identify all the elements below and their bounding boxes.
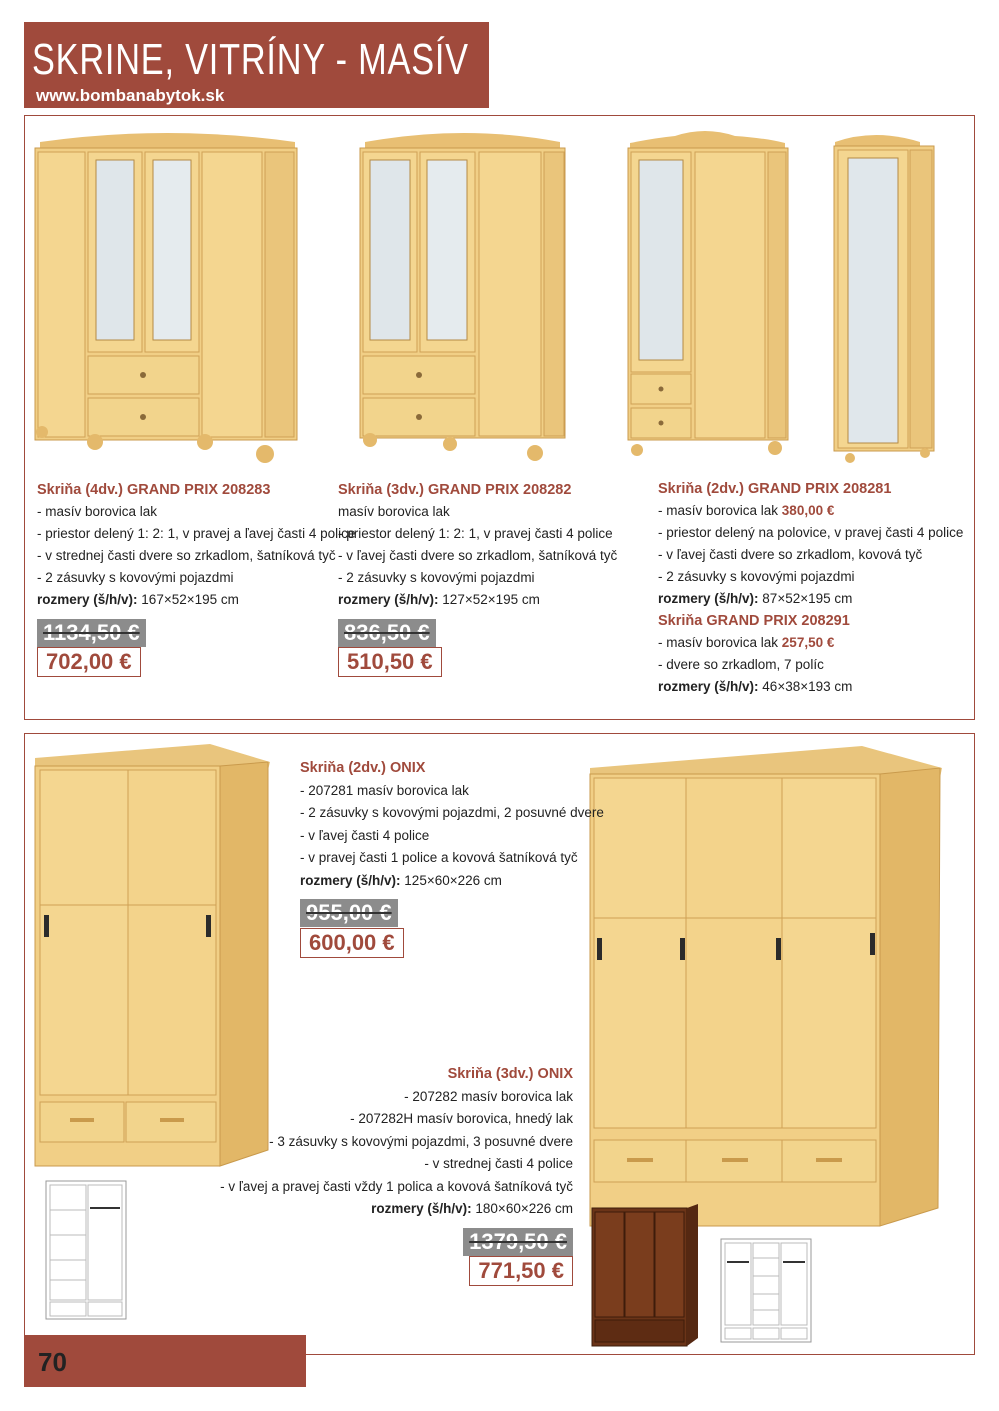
- old-price: 955,00 €: [300, 899, 398, 927]
- product-4dv-title: Skriňa (4dv.) GRAND PRIX 208283: [37, 482, 271, 498]
- onix-2dv-interior-diagram: [45, 1180, 127, 1320]
- product-3dv-dims: 127×52×195 cm: [442, 592, 540, 607]
- product-2dv-line: - 2 zásuvky s kovovými pojazdmi: [658, 569, 855, 584]
- website-url[interactable]: www.bombanabytok.sk: [36, 86, 225, 105]
- dims-label: rozmery (š/h/v):: [338, 592, 439, 607]
- dims-label: rozmery (š/h/v):: [300, 872, 401, 888]
- page-footer: [24, 1335, 306, 1387]
- new-price: 600,00 €: [300, 928, 404, 958]
- product-3dv-title: Skriňa (3dv.) GRAND PRIX 208282: [338, 482, 572, 498]
- product-onix-3dv-line: - v strednej časti 4 police: [424, 1156, 573, 1171]
- product-1dv-dims: 46×38×193 cm: [762, 679, 853, 694]
- product-4dv-line: - 2 zásuvky s kovovými pojazdmi: [37, 570, 234, 585]
- onix-3dv-interior-diagram: [720, 1238, 812, 1343]
- product-2dv-price: 380,00 €: [781, 503, 835, 518]
- product-1dv-title: Skriňa GRAND PRIX 208291: [658, 613, 850, 629]
- product-4dv-line: - priestor delený 1: 2: 1, v pravej a ľavej časti 4 police: [37, 526, 356, 541]
- product-onix-2dv-info: [300, 757, 604, 958]
- product-2dv-info: [658, 478, 963, 698]
- product-onix-3dv-dims: 180×60×226 cm: [475, 1201, 573, 1216]
- product-2dv-line: - priestor delený na polovice, v pravej časti 4 police: [658, 525, 964, 540]
- wardrobe-onix-3dv-image: [582, 738, 947, 1230]
- new-price: 702,00 €: [37, 647, 141, 677]
- page-number: 70: [38, 1347, 67, 1377]
- product-4dv-line: - v strednej časti dvere so zrkadlom, šatníková tyč: [37, 548, 336, 563]
- product-3dv-line: masív borovica lak: [338, 504, 450, 519]
- product-3dv-line: - v ľavej časti dvere so zrkadlom, šatníková tyč: [338, 548, 618, 563]
- product-3dv-line: - 2 zásuvky s kovovými pojazdmi: [338, 570, 535, 585]
- product-onix-3dv-line: - 207282 masív borovica lak: [404, 1088, 573, 1104]
- product-1dv-line: - dvere so zrkadlom, 7 políc: [658, 657, 824, 672]
- product-onix-2dv-dims: 125×60×226 cm: [404, 872, 502, 888]
- wardrobe-2dv-image: [625, 128, 795, 458]
- dims-label: rozmery (š/h/v):: [37, 592, 138, 607]
- product-onix-2dv-line: - 207281 masív borovica lak: [300, 782, 469, 798]
- product-onix-3dv-info: [220, 1063, 573, 1286]
- page-title: SKRINE, VITRÍNY - MASÍV: [32, 35, 469, 84]
- product-4dv-line: - masív borovica lak: [37, 504, 158, 519]
- product-onix-3dv-line: - 3 zásuvky s kovovými pojazdmi, 3 posuvné dvere: [269, 1133, 573, 1149]
- product-2dv-dims: 87×52×195 cm: [762, 591, 853, 606]
- new-price: 771,50 €: [469, 1256, 573, 1286]
- dims-label: rozmery (š/h/v):: [658, 591, 759, 606]
- old-price: 1379,50 €: [463, 1228, 573, 1256]
- product-4dv-info: [37, 479, 355, 677]
- product-1dv-line: - masív borovica lak: [658, 635, 782, 650]
- wardrobe-onix-walnut-image: [588, 1198, 703, 1350]
- wardrobe-3dv-image: [355, 128, 580, 463]
- product-4dv-dims: 167×52×195 cm: [141, 592, 239, 607]
- product-onix-3dv-title: Skriňa (3dv.) ONIX: [447, 1066, 573, 1082]
- product-onix-3dv-line: - v ľavej a pravej časti vždy 1 polica a kovová šatníková tyč: [220, 1178, 573, 1194]
- wardrobe-1dv-image: [830, 128, 945, 463]
- new-price: 510,50 €: [338, 647, 442, 677]
- product-2dv-title: Skriňa (2dv.) GRAND PRIX 208281: [658, 481, 892, 497]
- product-3dv-info: [338, 479, 617, 677]
- product-2dv-line: - masív borovica lak: [658, 503, 782, 518]
- product-3dv-line: - priestor delený 1: 2: 1, v pravej časti 4 police: [338, 526, 613, 541]
- product-onix-3dv-line: - 207282H masív borovica, hnedý lak: [350, 1111, 573, 1126]
- old-price: 1134,50 €: [37, 619, 146, 647]
- product-2dv-line: - v ľavej časti dvere so zrkadlom, kovová tyč: [658, 547, 923, 562]
- product-onix-2dv-line: - v pravej časti 1 police a kovová šatníková tyč: [300, 850, 578, 865]
- dims-label: rozmery (š/h/v):: [658, 679, 759, 694]
- page-header: [24, 22, 489, 108]
- wardrobe-4dv-image: [30, 128, 305, 463]
- product-onix-2dv-title: Skriňa (2dv.) ONIX: [300, 760, 426, 776]
- product-onix-2dv-line: - 2 zásuvky s kovovými pojazdmi, 2 posuvné dvere: [300, 805, 604, 820]
- old-price: 836,50 €: [338, 619, 436, 647]
- product-1dv-price: 257,50 €: [781, 635, 835, 650]
- dims-label: rozmery (š/h/v):: [371, 1201, 472, 1216]
- product-onix-2dv-line: - v ľavej časti 4 police: [300, 827, 430, 843]
